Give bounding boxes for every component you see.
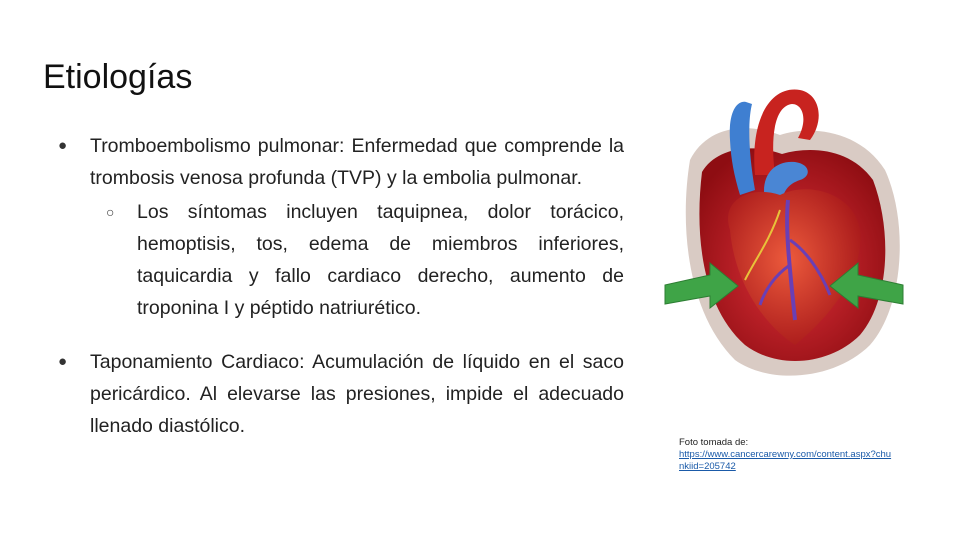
slide-title: Etiologías [43, 58, 193, 96]
caption-label: Foto tomada de: [679, 437, 749, 448]
source-link[interactable]: https://www.cancercarewny.com/content.aspx?chunkiid=205742 [679, 449, 892, 472]
bullet-item [58, 130, 624, 194]
bullet-marker: ● [58, 137, 68, 154]
bullet-text: Tromboembolismo pulmonar: Enfermedad que comprende la trombosis venosa profunda (TVP) y la embolia pulmonar. [90, 135, 624, 189]
bullet-item [58, 346, 624, 442]
sub-bullet-text: Los síntomas incluyen taquipnea, dolor torácico, hemoptisis, tos, edema de miembros inferiores, taquicardia y fallo cardiaco derecho, aumento de troponina I y péptido natriurético. [137, 201, 624, 319]
sub-bullet-item [58, 196, 624, 324]
heart-pericardium-illustration [660, 80, 908, 380]
bullet-marker: ● [58, 353, 68, 370]
sub-bullet-marker: ○ [106, 204, 115, 220]
bullet-text: Taponamiento Cardiaco: Acumulación de líquido en el saco pericárdico. Al elevarse las presiones, impide el adecuado llenado diastólico. [90, 351, 624, 437]
bullet-list [58, 130, 624, 442]
image-caption [679, 437, 894, 473]
